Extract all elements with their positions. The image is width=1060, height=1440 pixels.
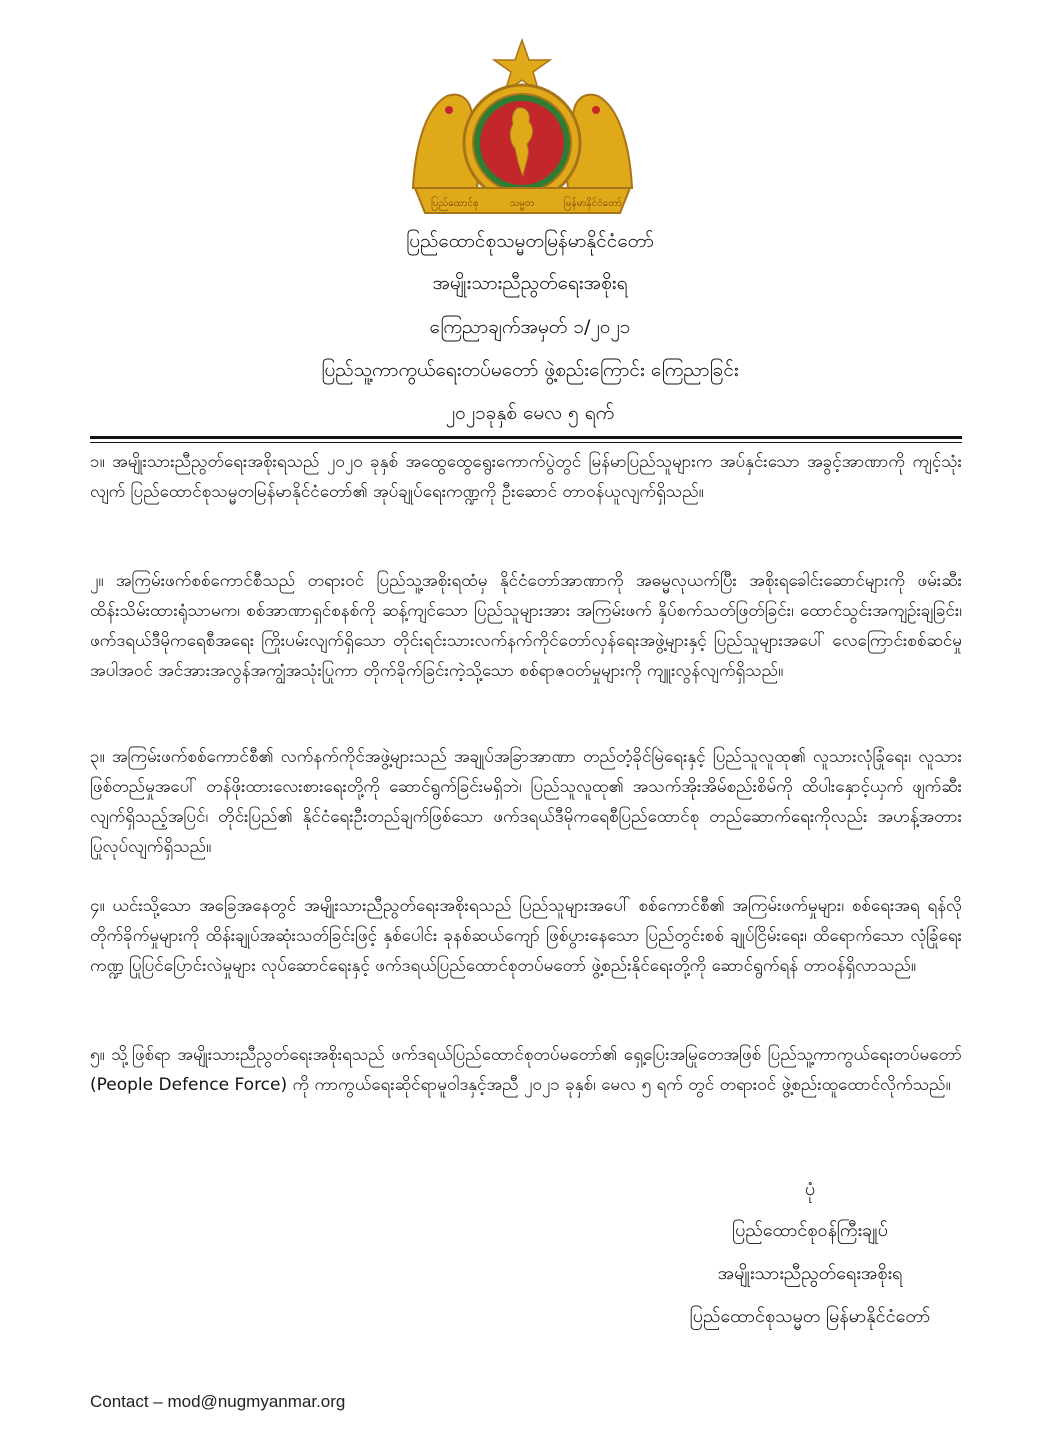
seal-text-right: မြန်မာနိုင်ငံတော် xyxy=(564,198,622,209)
header-divider-thin xyxy=(90,442,962,443)
signature-seal: ပုံ xyxy=(804,1179,816,1200)
header-divider-thick xyxy=(90,436,962,439)
signatory-title: ပြည်ထောင်စုဝန်ကြီးချုပ် xyxy=(732,1220,888,1241)
announcement-date: ၂၀၂၁ခုနှစ် မေလ ၅ ရက် xyxy=(445,402,615,424)
paragraph-2: ၂။ အကြမ်းဖက်စစ်ကောင်စီသည် တရားဝင် ပြည်သူ့အစိုးရထံမှ နိုင်ငံတော်အာဏာကို အဓမ္မလုယက်ပြီး အစိုးရခေါင်းဆောင်များကို ဖမ်းဆီးထိန်းသိမ်းထားရုံသာမက၊ စစ်အာဏာရှင်စနစ်ကို ဆန့်ကျင်သော ပြည်သူများအား အကြမ်းဖက် နှိပ်စက်သတ်ဖြတ်ခြင်း၊ ထောင်သွင်းအကျဉ်းချခြင်း၊ ဖက်ဒရယ်ဒီမိုကရေစီအရေး ကြိုးပမ်းလျက်ရှိသော တိုင်းရင်းသားလက်နက်ကိုင်တော်လှန်ရေးအဖွဲ့များနှင့် ပြည်သူများအပေါ် လေကြောင်းစစ်ဆင်မှု အပါအဝင် အင်အားအလွန်အကျွံအသုံးပြုကာ တိုက်ခိုက်ခြင်းကဲ့သို့သော စစ်ရာဇဝတ်မှုများကို ကျူးလွန်လျက်ရှိသည်။ xyxy=(90,571,962,681)
announcement-subject: ပြည်သူ့ကာကွယ်ရေးတပ်မတော် ဖွဲ့စည်းကြောင်း ကြေညာခြင်း xyxy=(321,359,739,381)
government-name: ပြည်ထောင်စုသမ္မတမြန်မာနိုင်ငံတော် xyxy=(406,230,654,252)
announcement-number: ကြေညာချက်အမှတ် ၁/၂၀၂၁ xyxy=(429,316,631,338)
paragraph-1: ၁။ အမျိုးသားညီညွတ်ရေးအစိုးရသည် ၂၀၂၀ ခုနှစ် အထွေထွေရွေးကောက်ပွဲတွင် မြန်မာပြည်သူများက အပ်နှင်းသော အခွင့်အာဏာကို ကျင့်သုံးလျက် ပြည်ထောင်စုသမ္မတမြန်မာနိုင်ငံတော်၏ အုပ်ချုပ်ရေးကဏ္ဍကို ဦးဆောင် တာဝန်ယူလျက်ရှိသည်။ xyxy=(90,452,962,502)
paragraph-4: ၄။ ယင်းသို့သော အခြေအနေတွင် အမျိုးသားညီညွတ်ရေးအစိုးရသည် ပြည်သူများအပေါ် စစ်ကောင်စီ၏ အကြမ်းဖက်မှုများ၊ စစ်ရေးအရ ရန်လိုတိုက်ခိုက်မှုများကို ထိန်းချုပ်အဆုံးသတ်ခြင်းဖြင့် နှစ်ပေါင်း ခုနစ်ဆယ်ကျော် ဖြစ်ပွားနေသော ပြည်တွင်းစစ် ချုပ်ငြိမ်းရေး၊ ထိရောက်သော လုံခြုံရေးကဏ္ဍ ပြုပြင်ပြောင်းလဲမှုများ လုပ်ဆောင်ရေးနှင့် ဖက်ဒရယ်ပြည်ထောင်စုတပ်မတော် ဖွဲ့စည်းနိုင်ရေးတို့ကို ဆောင်ရွက်ရန် တာဝန်ရှိလာသည်။ xyxy=(90,896,962,976)
signatory-body: အမျိုးသားညီညွတ်ရေးအစိုးရ xyxy=(717,1263,903,1284)
issuing-body: အမျိုးသားညီညွတ်ရေးအစိုးရ xyxy=(432,272,628,294)
paragraph-3: ၃။ အကြမ်းဖက်စစ်ကောင်စီ၏ လက်နက်ကိုင်အဖွဲ့များသည် အချုပ်အခြာအာဏာ တည်တံ့ခိုင်မြဲရေးနှင့် ပြည်သူလူထု၏ လူသားလုံခြုံရေး၊ လူသားဖြစ်တည်မှုအပေါ် တန်ဖိုးထားလေးစားရေးတို့ကို ဆောင်ရွက်ခြင်းမရှိဘဲ၊ ပြည်သူလူထု၏ အသက်အိုးအိမ်စည်းစိမ်ကို ထိပါးနှောင့်ယှက် ဖျက်ဆီးလျက်ရှိသည့်အပြင်၊ တိုင်းပြည်၏ နိုင်ငံရေးဦးတည်ချက်ဖြစ်သော ဖက်ဒရယ်ဒီမိုကရေစီပြည်ထောင်စု တည်ဆောက်ရေးကိုလည်း အဟန့်အတား ပြုလုပ်လျက်ရှိသည်။ xyxy=(90,747,962,857)
state-emblem xyxy=(405,38,640,218)
seal-text-left: ပြည်ထောင်စု xyxy=(431,198,479,209)
contact-line: Contact – mod@nugmyanmar.org xyxy=(90,1392,346,1411)
signatory-country: ပြည်ထောင်စုသမ္မတ မြန်မာနိုင်ငံတော် xyxy=(689,1306,931,1327)
seal-text-center: သမ္မတ xyxy=(509,198,535,209)
paragraph-5: ၅။ သို့ဖြစ်ရာ အမျိုးသားညီညွတ်ရေးအစိုးရသည် ဖက်ဒရယ်ပြည်ထောင်စုတပ်မတော်၏ ရှေ့ပြေးအမြုတေအဖြစ် ပြည်သူ့ကာကွယ်ရေးတပ်မတော် (People Defence Force) ကို ကာကွယ်ရေးဆိုင်ရာမူဝါဒနှင့်အညီ ၂၀၂၁ ခုနှစ်၊ မေလ ၅ ရက် တွင် တရားဝင် ဖွဲ့စည်းထူထောင်လိုက်သည်။ xyxy=(90,1045,962,1095)
